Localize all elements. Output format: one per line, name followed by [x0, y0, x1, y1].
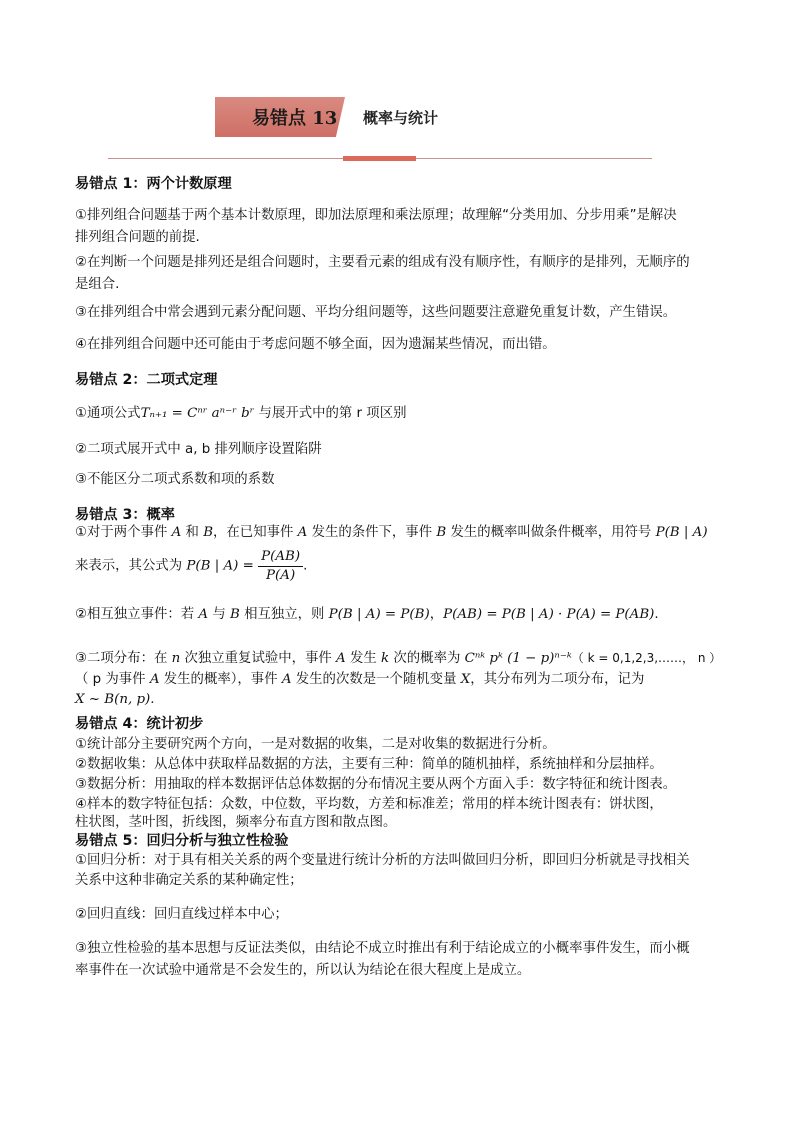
s3-p3-b: 次独立重复试验中，事件 [180, 651, 337, 666]
s3-p1-c: 发生的条件下，事件 [307, 525, 437, 540]
s3-p2-sep: ， [429, 607, 444, 622]
section-3-heading: 易错点 3：概率 [75, 507, 175, 523]
s3-p2-b: 与 [208, 607, 230, 622]
s4-p3: ③数据分析：用抽取的样本数据评估总体数据的分布情况主要从两个方面入手：数字特征和统计图表。 [75, 777, 677, 792]
section-1-heading: 易错点 1：两个计数原理 [75, 176, 232, 192]
event-a: A [297, 525, 308, 540]
s2-p1-suffix: 与展开式中的第 r 项区别 [254, 406, 407, 421]
event-b: B [436, 525, 447, 540]
header-divider-accent [343, 156, 416, 161]
s1-p3: ③在排列组合中常会遇到元素分配问题、平均分组问题等，这些问题要注意避免重复计数，产生错误。 [75, 305, 677, 320]
s3-p3-line2-c: 发生的次数是一个随机变量 [291, 672, 461, 687]
s4-p1: ①统计部分主要研究两个方向，一是对数据的收集，二是对收集的数据进行分析。 [75, 737, 556, 752]
s3-p2-end: . [654, 607, 659, 622]
event-a: A [149, 672, 160, 687]
s3-p1-line1 [75, 522, 708, 544]
binomial-probability-formula: Cⁿᵏ pᵏ (1 − p)ⁿ⁻ᵏ [464, 651, 572, 666]
event-b: B [203, 525, 214, 540]
s3-p3-line2 [75, 669, 644, 691]
s1-p2-line1: ②在判断一个问题是排列还是组合问题时，主要看元素的组成有没有顺序性，有顺序的是排列，无顺序的 [75, 255, 690, 270]
event-a: A [281, 672, 292, 687]
s3-p3-c: 发生 [345, 651, 382, 666]
event-a: A [198, 607, 209, 622]
s4-p4-line2: 柱状图，茎叶图，折线图，频率分布直方图和散点图。 [75, 815, 397, 830]
s5-p3-line2: 率事件在一次试验中通常是不会发生的，所以认为结论在很大程度上是成立。 [75, 963, 531, 978]
s5-p1-line1: ①回归分析：对于具有相关关系的两个变量进行统计分析的方法叫做回归分析，即回归分析就是寻找相关 [75, 853, 690, 868]
k-range: （ k = 0,1,2,3,……， n ） [571, 651, 722, 665]
s3-p2-a: ②相互独立事件：若 [75, 607, 199, 622]
var-n: n [171, 651, 181, 666]
s3-p3-line3: X ~ B(n, p). [75, 692, 155, 707]
binomial-term-formula: Tₙ₊₁ = Cⁿʳ aⁿ⁻ʳ bʳ [140, 406, 255, 421]
section-2-heading: 易错点 2：二项式定理 [75, 372, 218, 388]
s2-p2: ②二项式展开式中 a, b 排列顺序设置陷阱 [75, 442, 322, 457]
s2-p3: ③不能区分二项式系数和项的系数 [75, 472, 275, 487]
s3-p1-b: ，在已知事件 [213, 525, 298, 540]
s3-p2-c: 相互独立，则 [239, 607, 329, 622]
s3-p2 [75, 604, 659, 626]
independence-formula-1: P(B | A) = P(B) [328, 607, 430, 622]
s3-p3-line2-a: （ p 为事件 [75, 672, 150, 687]
s5-p1-line2: 关系中这种非确定关系的某种确定性； [75, 873, 303, 888]
s1-p1-line1: ①排列组合问题基于两个基本计数原理，即加法原理和乘法原理；故理解“分类用加、分步用乘”是解决 [75, 208, 677, 223]
section-5-heading: 易错点 5：回归分析与独立性检验 [75, 833, 289, 849]
s3-p3-line2-b: 发生的概率），事件 [159, 672, 282, 687]
conditional-notation: P(B | A) [186, 558, 239, 574]
conditional-notation: P(B | A) [655, 525, 708, 540]
s3-p3-a: ③二项分布：在 [75, 651, 172, 666]
s1-p4: ④在排列组合问题中还可能由于考虑问题不够全面，因为遗漏某些情况，而出错。 [75, 337, 556, 352]
s2-p1 [75, 403, 406, 425]
s2-p1-prefix: ①通项公式 [75, 406, 141, 421]
s5-p2: ②回归直线：回归直线过样本中心； [75, 907, 288, 922]
s4-p2: ②数据收集：从总体中获取样品数据的方法，主要有三种：简单的随机抽样，系统抽样和分层抽样。 [75, 757, 663, 772]
s3-p1-d: 发生的概率叫做条件概率，用符号 [446, 525, 656, 540]
var-k: k [381, 651, 390, 666]
s3-p1-e: 来表示，其公式为 [75, 558, 187, 574]
s1-p2-line2: 是组合. [75, 277, 120, 292]
s1-p1-line2: 排列组合问题的前提. [75, 230, 200, 245]
event-b: B [229, 607, 240, 622]
s3-p3-line2-d: ，其分布列为二项分布，记为 [470, 672, 645, 687]
page-subtitle: 概率与统计 [363, 109, 439, 127]
s3-p3-line1 [75, 647, 721, 670]
s5-p3-line1: ③独立性检验的基本思想与反证法类似，由结论不成立时推出有利于结论成立的小概率事件发生，而小概 [75, 941, 690, 956]
event-a: A [336, 651, 346, 666]
event-a: A [171, 525, 182, 540]
section-4-heading: 易错点 4：统计初步 [75, 716, 204, 732]
s3-p1-line2: 来表示，其公式为 P(B | A) = $\frac{P(AB)}{P(A)}$ . [75, 549, 308, 583]
fraction-denominator: P(A) [266, 568, 296, 583]
conditional-probability-fraction [258, 548, 303, 585]
random-variable-x: X [460, 672, 471, 687]
s3-p1-a: ①对于两个事件 [75, 525, 172, 540]
fraction-numerator: P(AB) [258, 548, 303, 567]
s3-p3-d: 次的概率为 [389, 651, 465, 666]
s3-p1-and: 和 [181, 525, 204, 540]
page-title: 易错点 13 [252, 108, 338, 129]
s4-p4-line1: ④样本的数字特征包括：众数，中位数，平均数，方差和标准差；常用的样本统计图表有：饼状图， [75, 797, 663, 812]
independence-formula-2: P(AB) = P(B | A) · P(A) = P(AB) [443, 607, 655, 622]
